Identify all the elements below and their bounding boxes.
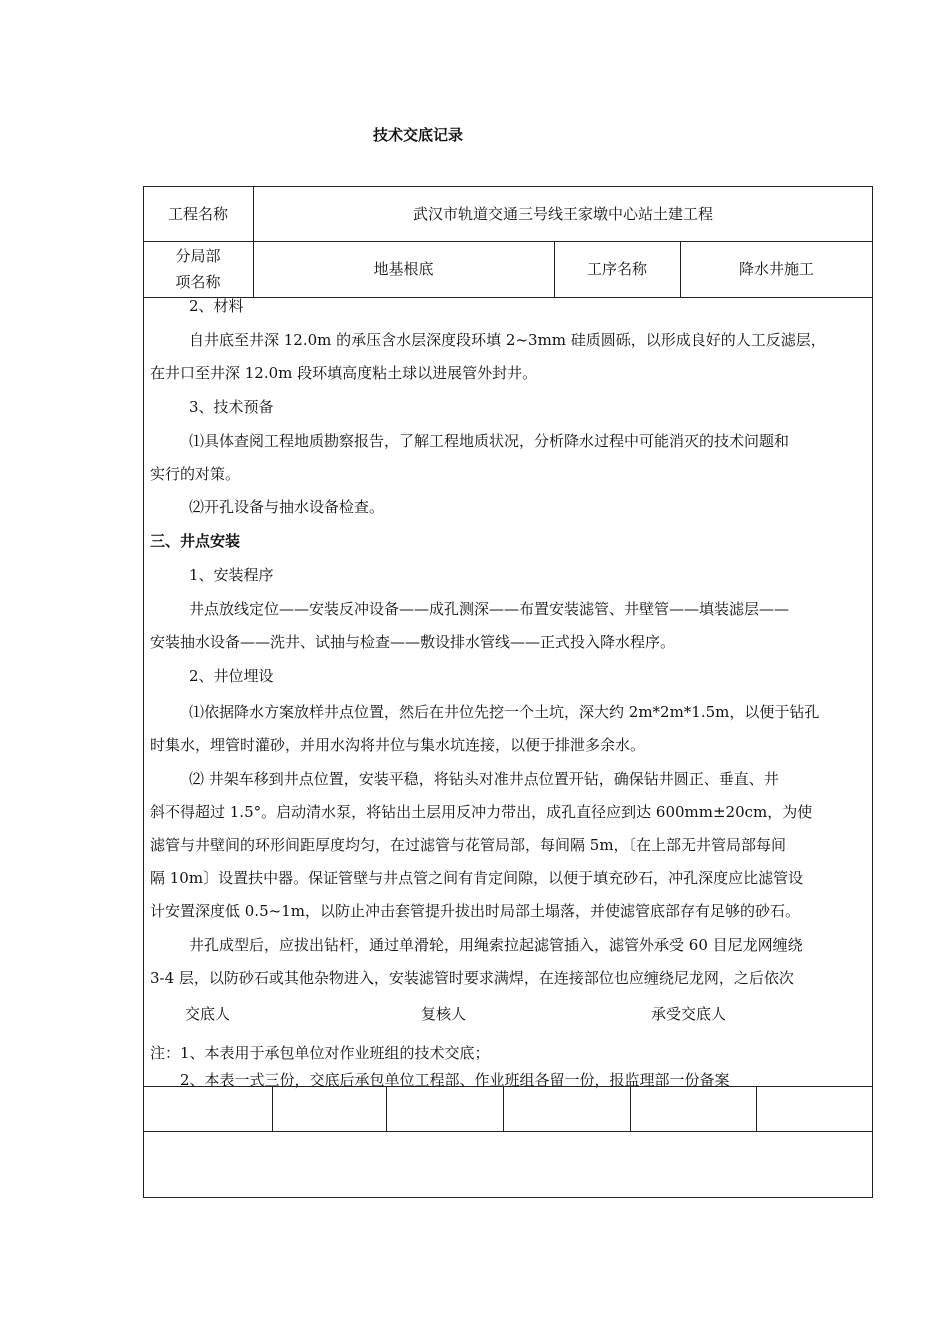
section-heading-well-install: 三、井点安装 — [150, 532, 241, 550]
section-install-procedure: 1、安装程序 — [189, 566, 274, 584]
paragraph-line: 井点放线定位——安装反冲设备——成孔测深——布置安装滤管、井壁管——填装滤层—— — [189, 600, 790, 618]
paragraph-line: ⑵ 井架车移到井点位置，安装平稳，将钻头对准井点位置开钻，确保钻井圆正、垂直、井 — [189, 770, 779, 788]
paragraph-line: ⑴依据降水方案放样井点位置，然后在井位先挖一个土坑，深大约 2m*2m*1.5m，以便于钻孔 — [189, 703, 820, 721]
process-label-text: 工序名称 — [586, 260, 647, 278]
paragraph-line: 自井底至井深 12.0m 的承压含水层深度段环填 2~3mm 硅质圆砾，以形成良好的人工反滤层， — [189, 331, 826, 349]
sub-item-label-line1: 分局部 — [175, 247, 221, 265]
column-divider — [503, 1086, 504, 1131]
signature-discloser: 交底人 — [185, 1005, 231, 1023]
section-materials: 2、材料 — [189, 297, 244, 315]
column-divider — [756, 1086, 757, 1131]
sub-item-value-text: 地基根底 — [373, 260, 434, 278]
paragraph-line: 3-4 层，以防砂石或其他杂物进入，安装滤管时要求满焊，在连接部位也应缠绕尼龙网，之后依次 — [150, 969, 794, 987]
process-value-text: 降水井施工 — [738, 260, 814, 278]
sub-item-label-line2: 项名称 — [175, 273, 221, 291]
paragraph-line: ⑵开孔设备与抽水设备检查。 — [189, 498, 385, 516]
paragraph-line: 隔 10m〕设置扶中器。保证管壁与井点管之间有肯定间隙，以便于填充砂石，冲孔深度应比滤管设 — [150, 869, 804, 887]
paragraph-line: 时集水，埋管时灌砂，并用水沟将井位与集水坑连接，以便于排泄多余水。 — [150, 736, 646, 754]
column-divider — [630, 1086, 631, 1131]
project-name-label — [143, 186, 253, 241]
project-name-value-text: 武汉市轨道交通三号线王家墩中心站土建工程 — [412, 204, 713, 223]
section-well-placement: 2、井位埋设 — [189, 667, 274, 685]
column-divider — [272, 1086, 273, 1131]
sub-item-value — [253, 241, 554, 297]
section-tech-prep: 3、技术预备 — [189, 398, 274, 416]
note-line-2: 2、本表一式三份，交底后承包单位工程部、作业班组各留一份，报监理部一份备案 — [180, 1071, 730, 1089]
project-name-label-text: 工程名称 — [167, 204, 228, 223]
signature-receiver: 承受交底人 — [651, 1005, 727, 1023]
paragraph-line: 滤管与井壁间的环形间距厚度均匀，在过滤管与花管局部，每间隔 5m，〔在上部无井管局部每间 — [150, 836, 787, 854]
paragraph-line: ⑴具体查阅工程地质勘察报告，了解工程地质状况，分析降水过程中可能消灭的技术问题和 — [189, 432, 790, 450]
signature-reviewer: 复核人 — [421, 1005, 467, 1023]
column-divider — [386, 1086, 387, 1131]
process-value — [680, 241, 873, 297]
paragraph-line: 实行的对策。 — [150, 465, 241, 483]
process-label — [554, 241, 680, 297]
paragraph-line: 斜不得超过 1.5°。启动清水泵，将钻出土层用反冲力带出，成孔直径应到达 600mm±20cm，为使 — [150, 803, 813, 821]
document-title: 技术交底记录 — [372, 126, 463, 144]
note-line-1: 注：1、本表用于承包单位对作业班组的技术交底； — [150, 1044, 490, 1062]
project-name-value — [253, 186, 873, 241]
paragraph-line: 安装抽水设备——洗井、试抽与检查——敷设排水管线——正式投入降水程序。 — [150, 633, 676, 651]
row-divider — [143, 1131, 873, 1132]
paragraph-line: 井孔成型后，应拔出钻杆，通过单滑轮，用绳索拉起滤管插入，滤管外承受 60 目尼龙网缠绕 — [189, 936, 803, 954]
sub-item-label — [143, 241, 253, 297]
paragraph-line: 在井口至井深 12.0m 段环填高度粘土球以进展管外封井。 — [150, 364, 538, 382]
paragraph-line: 计安置深度低 0.5~1m，以防止冲击套管提升拔出时局部土塌落，并使滤管底部存有足够的砂石。 — [150, 902, 800, 920]
